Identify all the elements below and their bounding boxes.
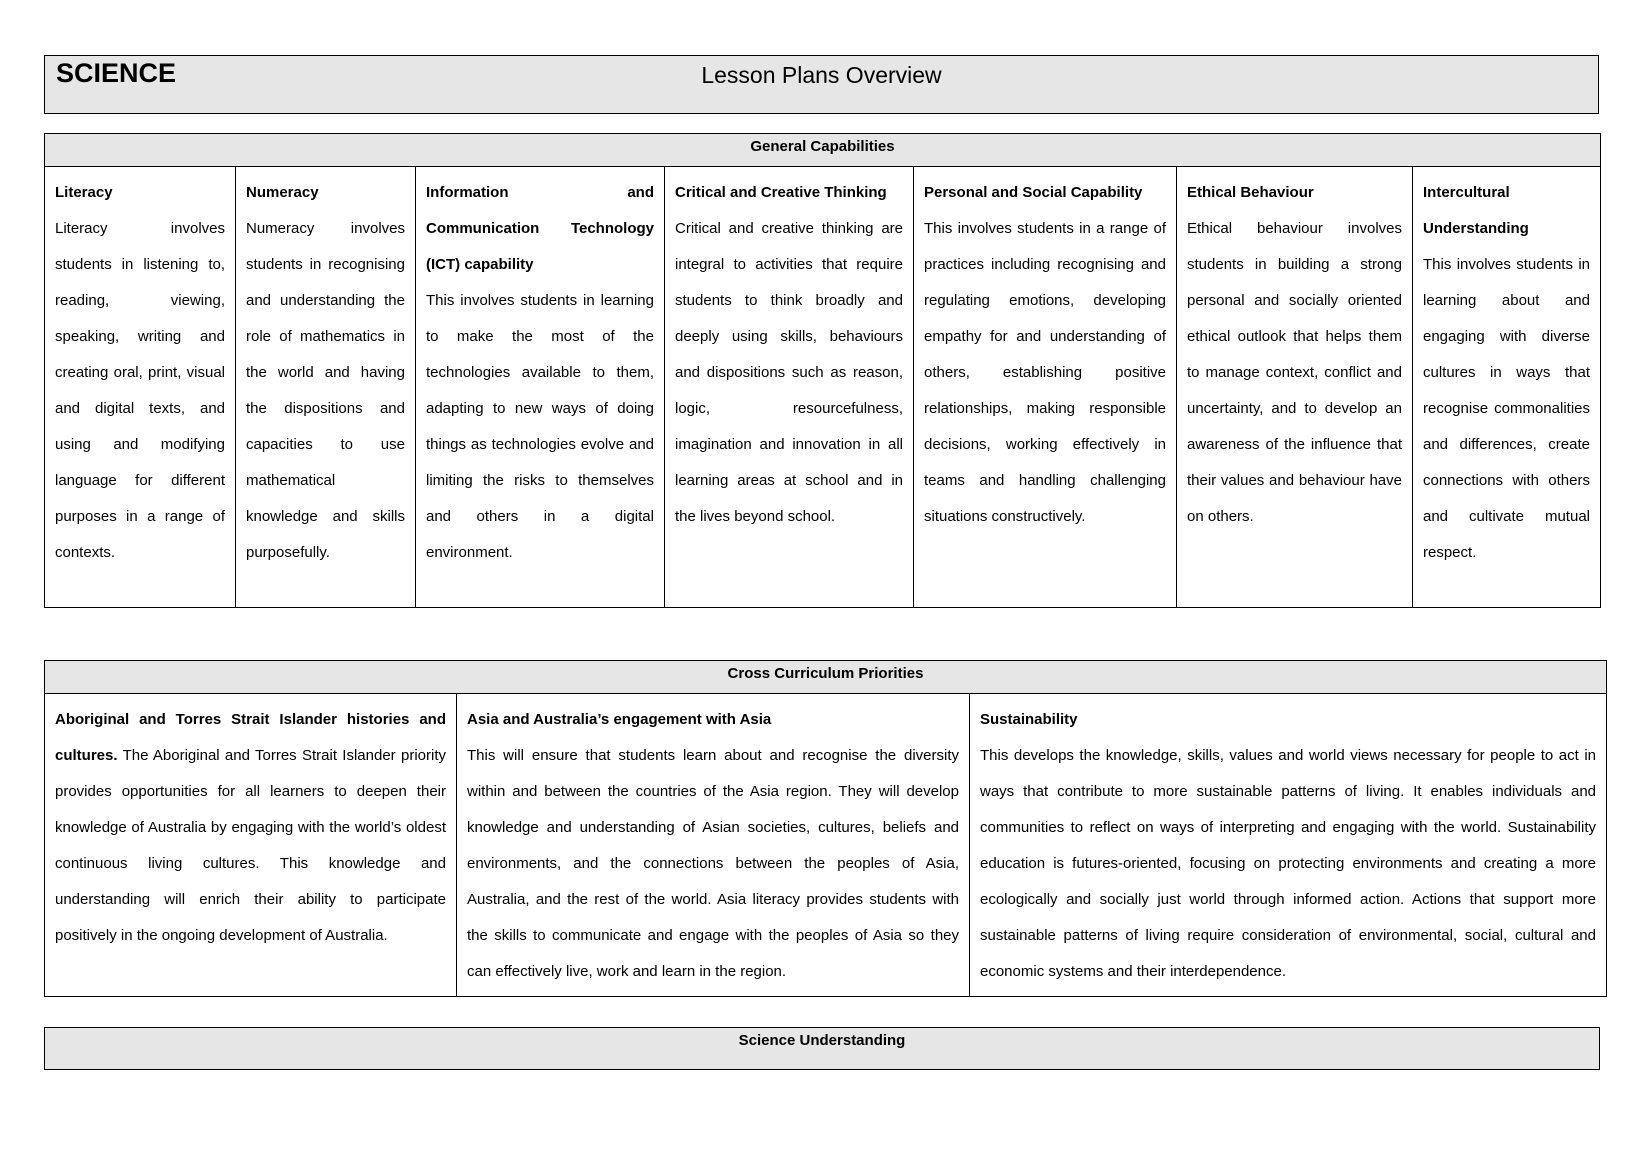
capability-title: Literacy (55, 184, 113, 201)
priority-text (55, 702, 446, 954)
capability-title: Personal and Social Capability (924, 184, 1143, 201)
capability-body: This involves students in learning to make the most of the technologies available to them, adapting to new ways of doing things as technologies evolve and limiting the risks to themselves and others in a digital environment. (426, 292, 654, 561)
cross-curriculum-table (44, 660, 1607, 997)
capability-body: Critical and creative thinking are integral to activities that require students to think broadly and deeply using skills, behaviours and dispositions such as reason, logic, resourcefulness, imagination and innovation in all learning areas at school and in the lives beyond school. (675, 220, 903, 525)
science-understanding-heading: Science Understanding (45, 1028, 1600, 1070)
priority-title: Aboriginal and Torres Strait Islander histories and cultures. (55, 711, 446, 764)
capability-critical-creative (665, 167, 914, 608)
capability-personal-social (914, 167, 1177, 608)
capability-body: This involves students in a range of practices including recognising and regulating emotions, developing empathy for and understanding of others, establishing positive relationships, making responsible decisions, working effectively in teams and handling challenging situations constructively. (924, 220, 1166, 525)
capability-body: Numeracy involves students in recognising and understanding the role of mathematics in the world and having the dispositions and capacities to use mathematical knowledge and skills purposefully. (246, 220, 405, 561)
general-capabilities-table (44, 133, 1601, 608)
priority-body: This develops the knowledge, skills, values and world views necessary for people to act in ways that contribute to more sustainable patterns of living. It enables individuals and communities to reflect on ways of interpreting and engaging with the world. Sustainability education is futures-oriented, focusing on protecting environments and creating a more ecologically and socially just world through informed action. Actions that support more sustainable patterns of living require consideration of environmental, social, cultural and economic systems and their interdependence. (980, 747, 1596, 980)
priority-body: This will ensure that students learn about and recognise the diversity within and between the countries of the Asia region. They will develop knowledge and understanding of Asian societies, cultures, beliefs and environments, and the connections between the peoples of Asia, Australia, and the rest of the world. Asia literacy provides students with the skills to communicate and engage with the peoples of Asia so they can effectively live, work and learn in the region. (467, 747, 959, 980)
science-understanding-table (44, 1027, 1600, 1070)
page-title: Lesson Plans Overview (701, 62, 942, 88)
capability-literacy (45, 167, 236, 608)
priority-title: Asia and Australia’s engagement with Asia (467, 711, 772, 728)
priority-asia (457, 694, 970, 997)
priority-title: Sustainability (980, 711, 1078, 728)
cross-curriculum-heading: Cross Curriculum Priorities (45, 661, 1607, 694)
capability-body: Literacy involves students in listening to, reading, viewing, speaking, writing and creating oral, print, visual and digital texts, and using and modifying language for different purposes in a range of contexts. (55, 220, 225, 561)
capability-title: Numeracy (246, 184, 319, 201)
capability-title: Intercultural Understanding (1423, 184, 1529, 237)
header-box (44, 55, 1599, 114)
capability-title: Ethical Behaviour (1187, 184, 1314, 201)
subject-title: SCIENCE (56, 58, 177, 88)
capability-title: Information and Communication Technology (ICT) capability (426, 184, 654, 273)
capability-intercultural (1413, 167, 1601, 608)
priority-body: The Aboriginal and Torres Strait Islander priority provides opportunities for all learners to deepen their knowledge of Australia by engaging with the world’s oldest continuous living cultures. This knowledge and understanding will enrich their ability to participate positively in the ongoing development of Australia. (55, 747, 446, 944)
capability-body: Ethical behaviour involves students in building a strong personal and socially oriented ethical outlook that helps them to manage context, conflict and uncertainty, and to develop an awareness of the influence that their values and behaviour have on others. (1187, 220, 1402, 525)
capability-body: This involves students in learning about and engaging with diverse cultures in ways that recognise commonalities and differences, create connections with others and cultivate mutual respect. (1423, 256, 1590, 561)
priority-aboriginal (45, 694, 457, 997)
capability-ict (416, 167, 665, 608)
capability-title: Critical and Creative Thinking (675, 184, 887, 201)
capability-ethical (1177, 167, 1413, 608)
general-capabilities-heading: General Capabilities (45, 134, 1601, 167)
priority-sustainability (970, 694, 1607, 997)
capability-numeracy (236, 167, 416, 608)
